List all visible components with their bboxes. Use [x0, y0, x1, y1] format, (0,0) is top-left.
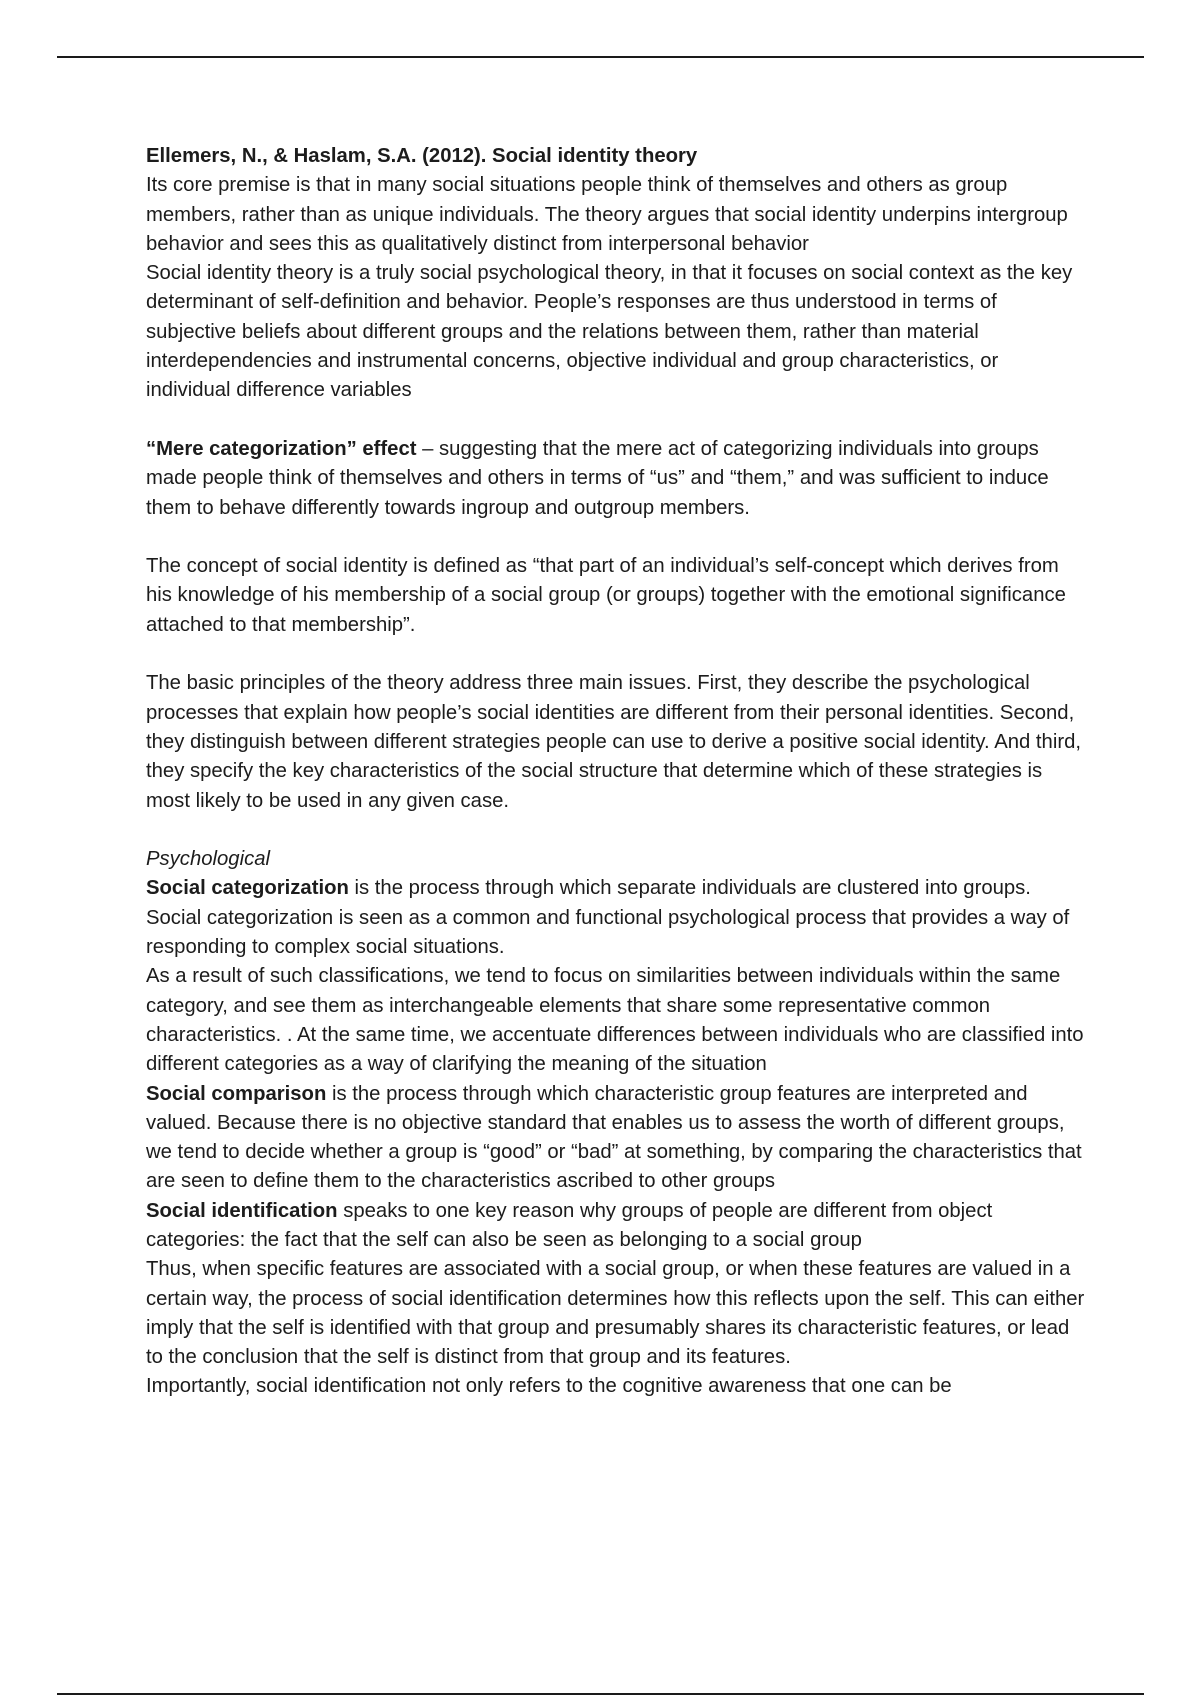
identification-term: Social identification [146, 1199, 338, 1222]
comparison-text: is the process through which characteristic group features are interpreted and valued. Because there is no objective standard that enables us to assess the worth of different groups, we tend to decide whether a group is “good” or “bad” at something, by comparing the characteristics that are seen to define them to the characteristics ascribed to other groups [146, 1082, 1082, 1193]
categorization-paragraph [146, 874, 1086, 962]
intro-paragraph-2: Social identity theory is a truly social psychological theory, in that it focuses on social context as the key determinant of self-definition and behavior. People’s responses are thus understood in terms of subjective beliefs about different groups and the relations between them, rather than material interdependencies and instrumental concerns, objective individual and group characteristics, or individual difference variables [146, 262, 1073, 402]
categorization-term: Social categorization [146, 877, 349, 900]
mere-categorization-text: – suggesting that the mere act of categorizing individuals into groups made people think of themselves and others in terms of “us” and “them,” and was sufficient to induce them to behave differently towards ingroup and outgroup members. [146, 437, 1049, 519]
top-rule [57, 56, 1144, 58]
spacer [146, 406, 1086, 435]
section-heading-psychological: Psychological [146, 848, 271, 871]
document-title: Ellemers, N., & Haslam, S.A. (2012). Social identity theory [146, 145, 698, 167]
categorization-paragraph-2: As a result of such classifications, we tend to focus on similarities between individuals within the same category, and see them as interchangeable elements that share some representative common characteristics. . At the same time, we accentuate differences between individuals who are classified into different categories as a way of clarifying the meaning of the situation [146, 965, 1084, 1076]
mere-categorization-term: “Mere categorization” effect [146, 437, 417, 460]
mere-categorization-paragraph [146, 435, 1086, 523]
identification-paragraph-3: Importantly, social identification not only refers to the cognitive awareness that one can be [146, 1375, 952, 1398]
spacer [146, 816, 1086, 845]
identification-text: speaks to one key reason why groups of people are different from object categories: the fact that the self can also be seen as belonging to a social group [146, 1199, 993, 1251]
categorization-text: is the process through which separate individuals are clustered into groups. Social categorization is seen as a common and functional psychological process that provides a way of responding to complex social situations. [146, 877, 1070, 959]
spacer [146, 523, 1086, 552]
principles-paragraph: The basic principles of the theory address three main issues. First, they describe the psychological processes that explain how people’s social identities are different from their personal identities. Second, they distinguish between different strategies people can use to derive a positive social identity. And third, they specify the key characteristics of the social structure that determine which of these strategies is most likely to be used in any given case. [146, 672, 1082, 812]
bottom-rule [57, 1693, 1144, 1695]
comparison-paragraph [146, 1080, 1086, 1197]
concept-paragraph: The concept of social identity is defined as “that part of an individual’s self-concept which derives from his knowledge of his membership of a social group (or groups) together with the emotional significance attached to that membership”. [146, 555, 1066, 636]
comparison-term: Social comparison [146, 1082, 327, 1105]
spacer [146, 640, 1086, 669]
intro-paragraph-1: Its core premise is that in many social situations people think of themselves and others as group members, rather than as unique individuals. The theory argues that social identity underpins intergroup behavior and sees this as qualitatively distinct from interpersonal behavior [146, 174, 1068, 255]
identification-paragraph-2: Thus, when specific features are associated with a social group, or when these features are valued in a certain way, the process of social identification determines how this reflects upon the self. This can either imply that the self is identified with that group and presumably shares its characteristic features, or lead to the conclusion that the self is distinct from that group and its features. [146, 1258, 1085, 1369]
identification-paragraph [146, 1197, 1086, 1256]
document-body [146, 142, 1086, 1402]
